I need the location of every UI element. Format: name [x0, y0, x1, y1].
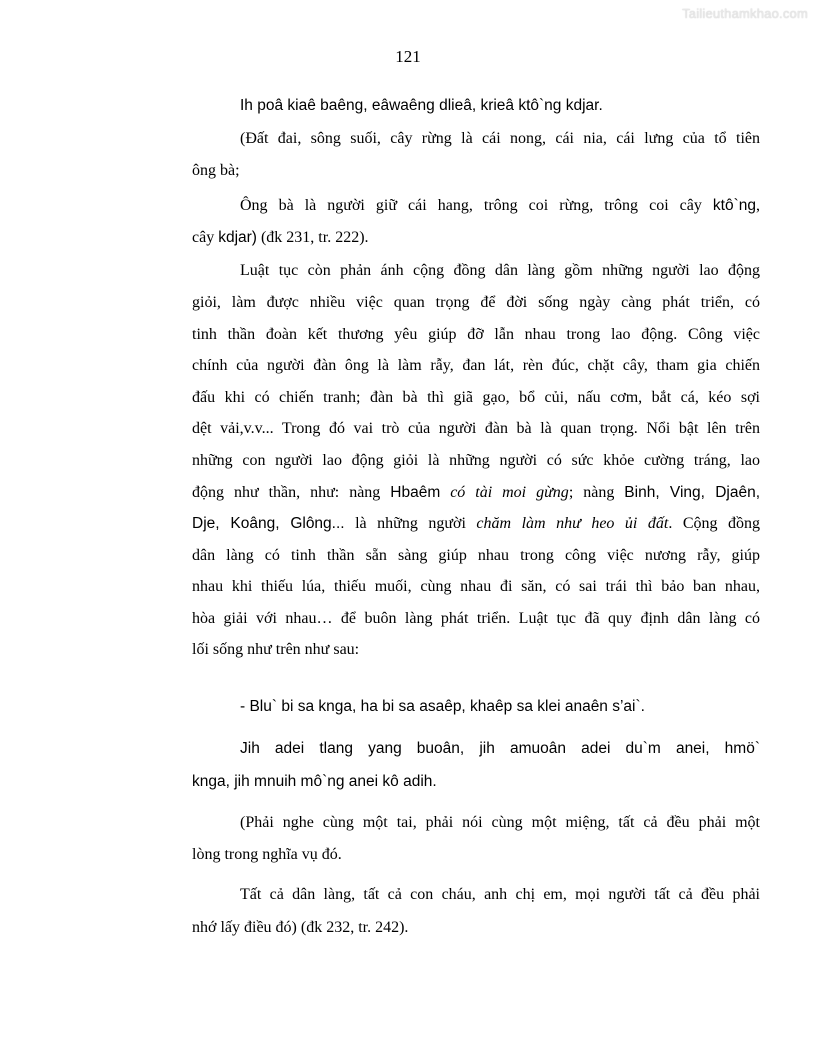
- ede-name: Hbaêm: [390, 484, 441, 501]
- text-run: là những người: [344, 515, 477, 532]
- ede-verse-line: Jih adei tlang yang buoân, jih amuoân adei du`m anei, hmö`: [240, 740, 760, 757]
- ede-term: ktô`ng: [712, 197, 756, 214]
- text-run: Ông bà là người giữ cái hang, trông coi rừng, trông coi cây: [240, 197, 713, 214]
- ede-names: Binh, Ving, Djaên,: [624, 484, 761, 501]
- ede-verse-line: - Blu` bi sa knga, ha bi sa asaêp, khaêp sa klei anaên s’ai`.: [240, 698, 645, 715]
- italic-phrase: chăm làm như heo ủi đất: [476, 515, 669, 532]
- paragraph-line: chính của người đàn ông là làm rẫy, đan lát, rèn đúc, chặt cây, tham gia chiến: [192, 357, 760, 374]
- ede-term: kdjar): [218, 229, 257, 246]
- text-run: . Cộng đồng: [668, 515, 761, 532]
- paragraph-line: [240, 196, 760, 216]
- ede-names: Dje, Koâng, Glông...: [192, 515, 345, 532]
- paragraph-line: đấu khi có chiến tranh; đàn bà thì giã gạo, bổ củi, nấu cơm, bắt cá, kéo sợi: [192, 389, 760, 406]
- paragraph-line: dân làng có tinh thần sẵn sàng giúp nhau trong công việc nương rẫy, giúp: [192, 547, 760, 564]
- paragraph-line: lòng trong nghĩa vụ đó.: [192, 846, 342, 863]
- paragraph-line: [192, 483, 760, 503]
- paragraph-line: giỏi, làm được nhiều việc quan trọng để đời sống ngày càng phát triển, có: [192, 294, 760, 311]
- paragraph-line: (Đất đai, sông suối, cây rừng là cái nong, cái nia, cái lưng của tổ tiên: [240, 130, 760, 147]
- citation: (đk 231, tr. 222).: [256, 229, 369, 246]
- paragraph-line: [192, 228, 760, 248]
- paragraph-line: nhớ lấy điều đó) (đk 232, tr. 242).: [192, 919, 409, 936]
- watermark: Tailieuthamkhao.com: [682, 6, 808, 21]
- paragraph-line: [192, 514, 760, 534]
- paragraph-line: (Phải nghe cùng một tai, phải nói cùng một miệng, tất cả đều phải một: [240, 814, 760, 831]
- text-run: ,: [756, 197, 760, 214]
- italic-phrase: có tài moi gừng: [440, 484, 569, 501]
- paragraph-line: nhau khi thiếu lúa, thiếu muối, cùng nhau đi săn, có sai trái thì bảo ban nhau,: [192, 578, 760, 595]
- paragraph-line: tinh thần đoàn kết thương yêu giúp đỡ lẫn nhau trong lao động. Công việc: [192, 326, 760, 343]
- text-run: động như thần, như: nàng: [192, 484, 391, 501]
- text-run: ; nàng: [568, 484, 625, 501]
- paragraph-line: Luật tục còn phản ánh cộng đồng dân làng gồm những người lao động: [240, 262, 760, 279]
- paragraph-line: Tất cả dân làng, tất cả con cháu, anh chị em, mọi người tất cả đều phải: [240, 886, 760, 903]
- paragraph-line: dệt vải,v.v... Trong đó vai trò của người đàn bà là quan trọng. Nổi bật lên trên: [192, 420, 760, 437]
- ede-verse-line: knga, jih mnuih mô`ng anei kô adih.: [192, 773, 437, 790]
- text-run: cây: [192, 229, 219, 246]
- page-number: 121: [395, 47, 421, 66]
- paragraph-line: hòa giải với nhau… để buôn làng phát triển. Luật tục đã quy định dân làng có: [192, 610, 760, 627]
- paragraph-line: ông bà;: [192, 162, 240, 179]
- paragraph-line: những con người lao động giỏi là những người có sức khỏe cường tráng, lao: [192, 452, 760, 469]
- ede-verse-line: Ih poâ kiaê baêng, eâwaêng dlieâ, krieâ ktô`ng kdjar.: [240, 97, 603, 114]
- paragraph-line: lối sống như trên như sau:: [192, 641, 360, 658]
